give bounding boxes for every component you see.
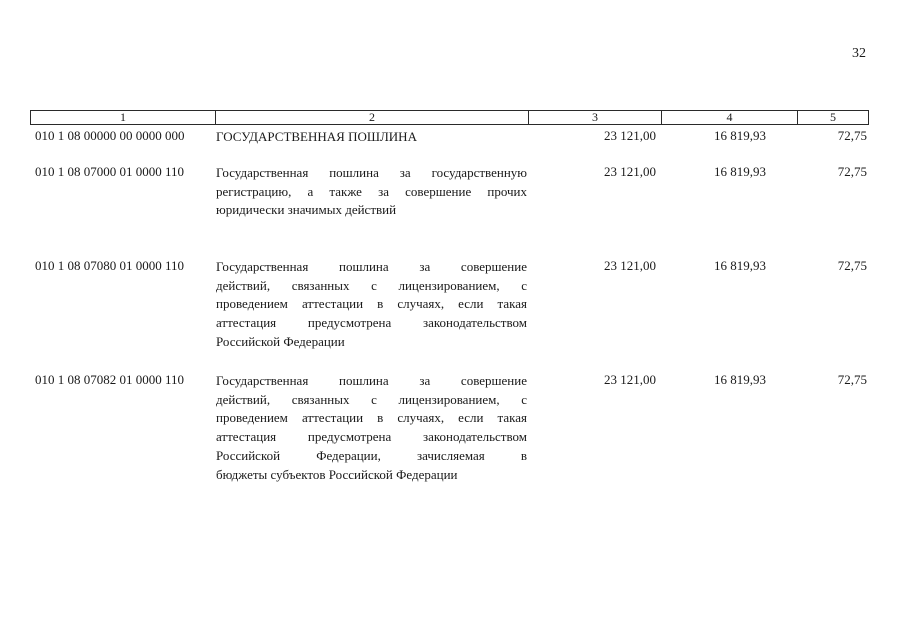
header-col-3: 3 (529, 111, 662, 124)
revenue-name-line: действий, связанных с лицензированием, с (216, 277, 527, 293)
budget-code: 010 1 08 07080 01 0000 110 (35, 258, 185, 273)
revenue-name-line: Государственная пошлина за совершение (216, 259, 527, 274)
value-col-5: 72,75 (837, 258, 867, 273)
value-col-5: 72,75 (837, 128, 867, 143)
value-col-5: 72,75 (837, 164, 867, 179)
revenue-name-line: регистрацию, а также за совершение прочих (216, 183, 527, 199)
value-col-3: 23 121,00 (604, 164, 656, 179)
revenue-name (216, 164, 527, 220)
revenue-name (216, 372, 527, 484)
table-header-row (30, 110, 869, 125)
revenue-name-line: ГОСУДАРСТВЕННАЯ ПОШЛИНА (216, 129, 417, 144)
revenue-name-line: юридически значимых действий (216, 202, 397, 218)
revenue-name-line: Российской Федерации, зачисляемая в (216, 447, 527, 463)
budget-code: 010 1 08 00000 00 0000 000 (35, 128, 185, 143)
revenue-name-line: аттестация предусмотрена законодательством (216, 315, 527, 331)
value-col-4: 16 819,93 (714, 164, 766, 179)
revenue-name-line: Государственная пошлина за совершение (216, 373, 527, 388)
revenue-name-line: проведением аттестации в случаях, если такая (216, 410, 527, 426)
revenue-name-line: бюджеты субъектов Российской Федерации (216, 466, 458, 482)
budget-code: 010 1 08 07000 01 0000 110 (35, 164, 185, 179)
page-number: 32 (852, 46, 866, 61)
header-col-5: 5 (830, 110, 836, 124)
value-col-5: 72,75 (837, 372, 867, 387)
value-col-4: 16 819,93 (714, 372, 766, 387)
revenue-name (216, 258, 527, 352)
value-col-4: 16 819,93 (714, 258, 766, 273)
value-col-3: 23 121,00 (604, 258, 656, 273)
header-col-4: 4 (662, 111, 798, 124)
revenue-name-line: аттестация предусмотрена законодательством (216, 429, 527, 445)
value-col-3: 23 121,00 (604, 128, 656, 143)
revenue-name-line: проведением аттестации в случаях, если такая (216, 296, 527, 312)
revenue-name-line: Государственная пошлина за государственную (216, 165, 527, 180)
revenue-name-line: Российской Федерации (216, 333, 345, 349)
value-col-4: 16 819,93 (714, 128, 766, 143)
revenue-name-line: действий, связанных с лицензированием, с (216, 391, 527, 407)
value-col-3: 23 121,00 (604, 372, 656, 387)
revenue-name (216, 128, 527, 147)
header-col-1: 1 (31, 111, 216, 124)
header-col-2: 2 (216, 111, 529, 124)
budget-code: 010 1 08 07082 01 0000 110 (35, 372, 185, 387)
